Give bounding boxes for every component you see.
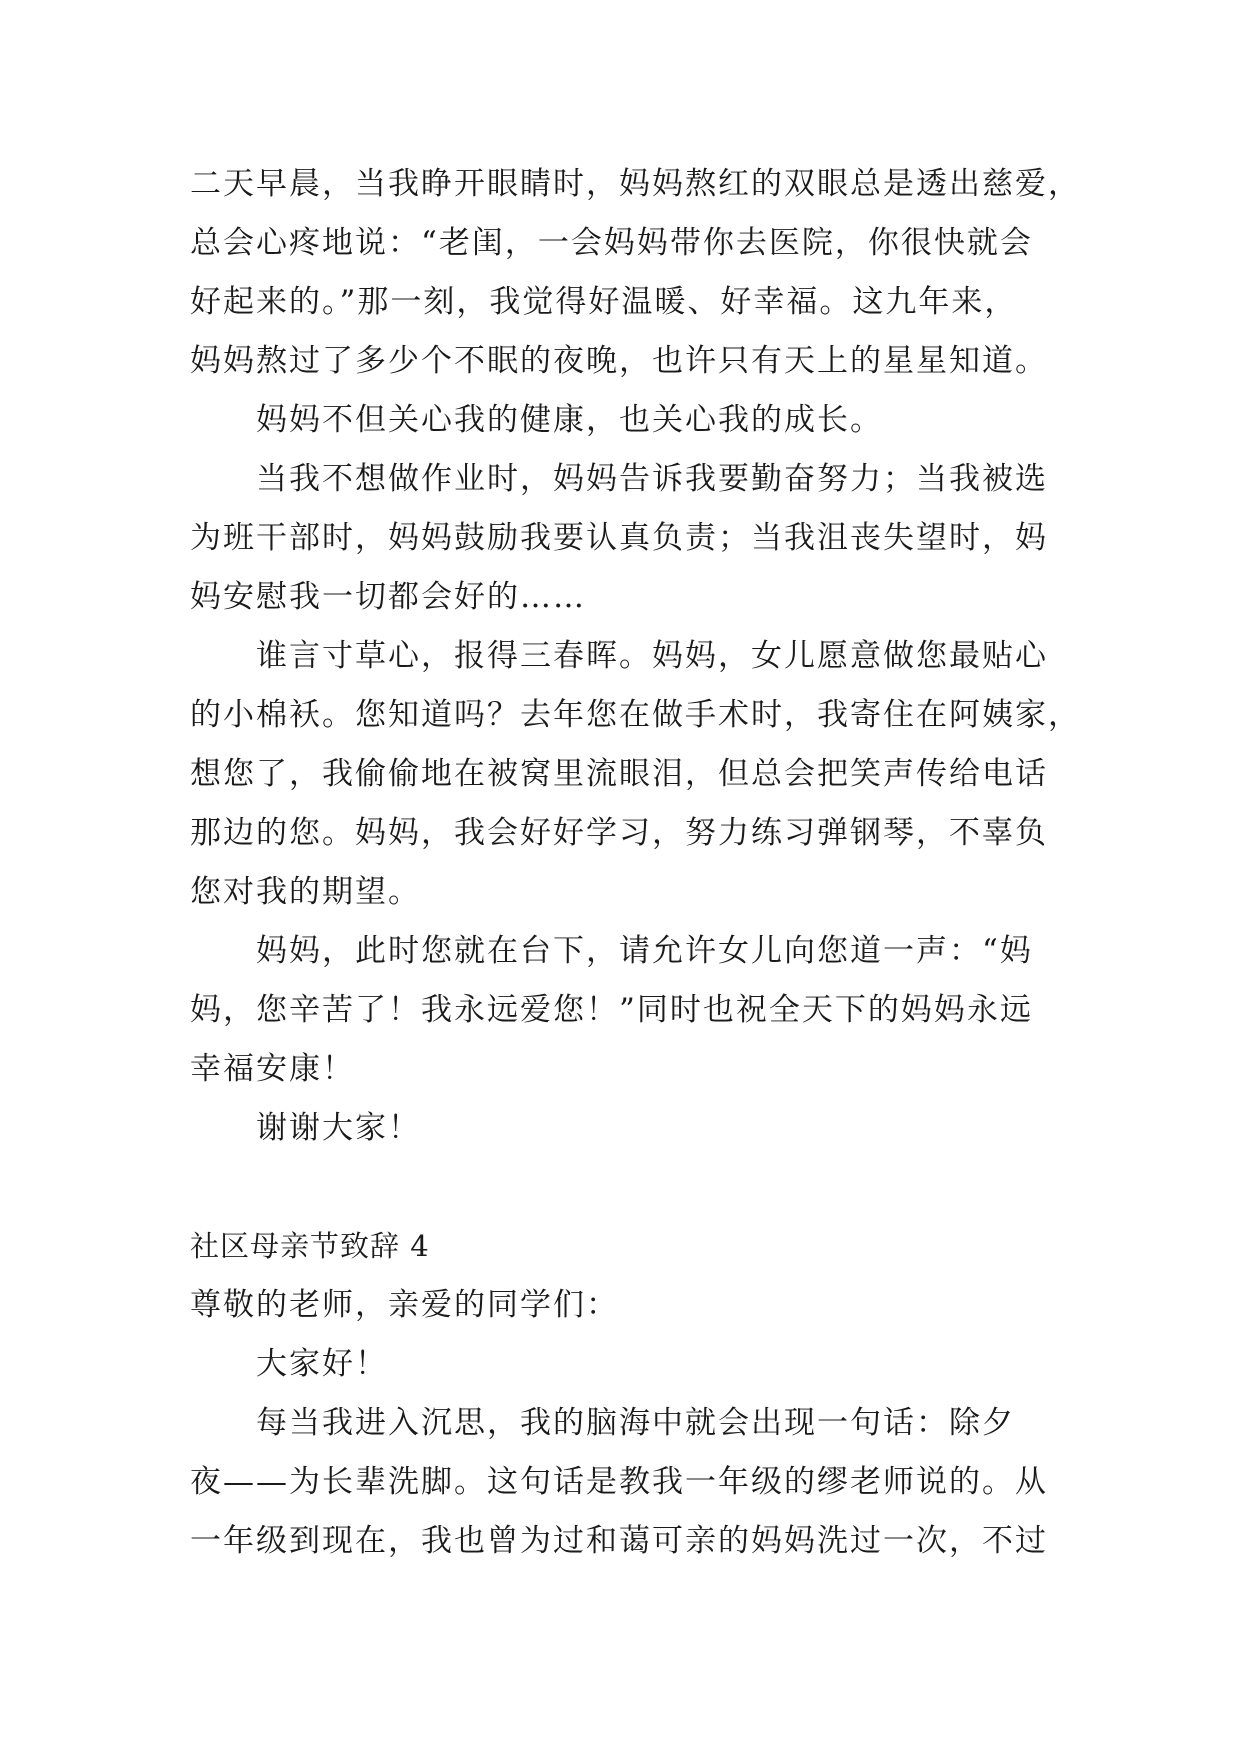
greeting: 大家好！ bbox=[256, 1346, 388, 1382]
text-line: 的小棉袄。您知道吗？去年您在做手术时，我寄住在阿姨家， bbox=[190, 697, 1081, 733]
paragraph bbox=[190, 450, 1070, 627]
text-line: 幸福安康！ bbox=[190, 1051, 355, 1087]
text-line: 为班干部时，妈妈鼓励我要认真负责；当我沮丧失望时，妈 bbox=[190, 520, 1048, 556]
text-line: 当我不想做作业时，妈妈告诉我要勤奋努力；当我被选 bbox=[256, 461, 1048, 497]
text-line: 谢谢大家！ bbox=[256, 1110, 421, 1146]
salutation: 尊敬的老师，亲爱的同学们： bbox=[190, 1287, 619, 1323]
text-line: 您对我的期望。 bbox=[190, 874, 421, 910]
text-line: 妈妈熬过了多少个不眠的夜晚，也许只有天上的星星知道。 bbox=[190, 343, 1048, 379]
section-gap bbox=[190, 1158, 1070, 1217]
text-line: 每当我进入沉思，我的脑海中就会出现一句话：除夕 bbox=[256, 1405, 1015, 1441]
text-line: 夜——为长辈洗脚。这句话是教我一年级的缪老师说的。从 bbox=[190, 1464, 1048, 1500]
paragraph bbox=[190, 627, 1081, 922]
text-line: 那边的您。妈妈，我会好好学习，努力练习弹钢琴，不辜负 bbox=[190, 815, 1048, 851]
text-line: 谁言寸草心，报得三春晖。妈妈，女儿愿意做您最贴心 bbox=[256, 638, 1048, 674]
section-title: 社区母亲节致辞 4 bbox=[190, 1229, 430, 1263]
document-body bbox=[190, 155, 1081, 1571]
paragraph bbox=[190, 391, 1070, 450]
text-line: 妈，您辛苦了！我永远爱您！”同时也祝全天下的妈妈永远 bbox=[190, 992, 1033, 1028]
text-line: 妈安慰我一切都会好的…… bbox=[190, 579, 586, 615]
paragraph bbox=[190, 1099, 1070, 1158]
text-line: 妈妈不但关心我的健康，也关心我的成长。 bbox=[256, 402, 883, 438]
text-line: 妈妈，此时您就在台下，请允许女儿向您道一声：“妈 bbox=[256, 933, 1033, 969]
text-line: 好起来的。”那一刻，我觉得好温暖、好幸福。这九年来， bbox=[190, 284, 1018, 320]
text-line: 二天早晨，当我睁开眼睛时，妈妈熬红的双眼总是透出慈爱， bbox=[190, 166, 1081, 202]
section bbox=[190, 1217, 1070, 1571]
paragraph-continuation bbox=[190, 155, 1081, 391]
text-line: 总会心疼地说：“老闺，一会妈妈带你去医院，你很快就会 bbox=[190, 225, 1033, 261]
text-line: 一年级到现在，我也曾为过和蔼可亲的妈妈洗过一次，不过 bbox=[190, 1523, 1048, 1559]
text-line: 想您了，我偷偷地在被窝里流眼泪，但总会把笑声传给电话 bbox=[190, 756, 1048, 792]
paragraph bbox=[190, 922, 1070, 1099]
